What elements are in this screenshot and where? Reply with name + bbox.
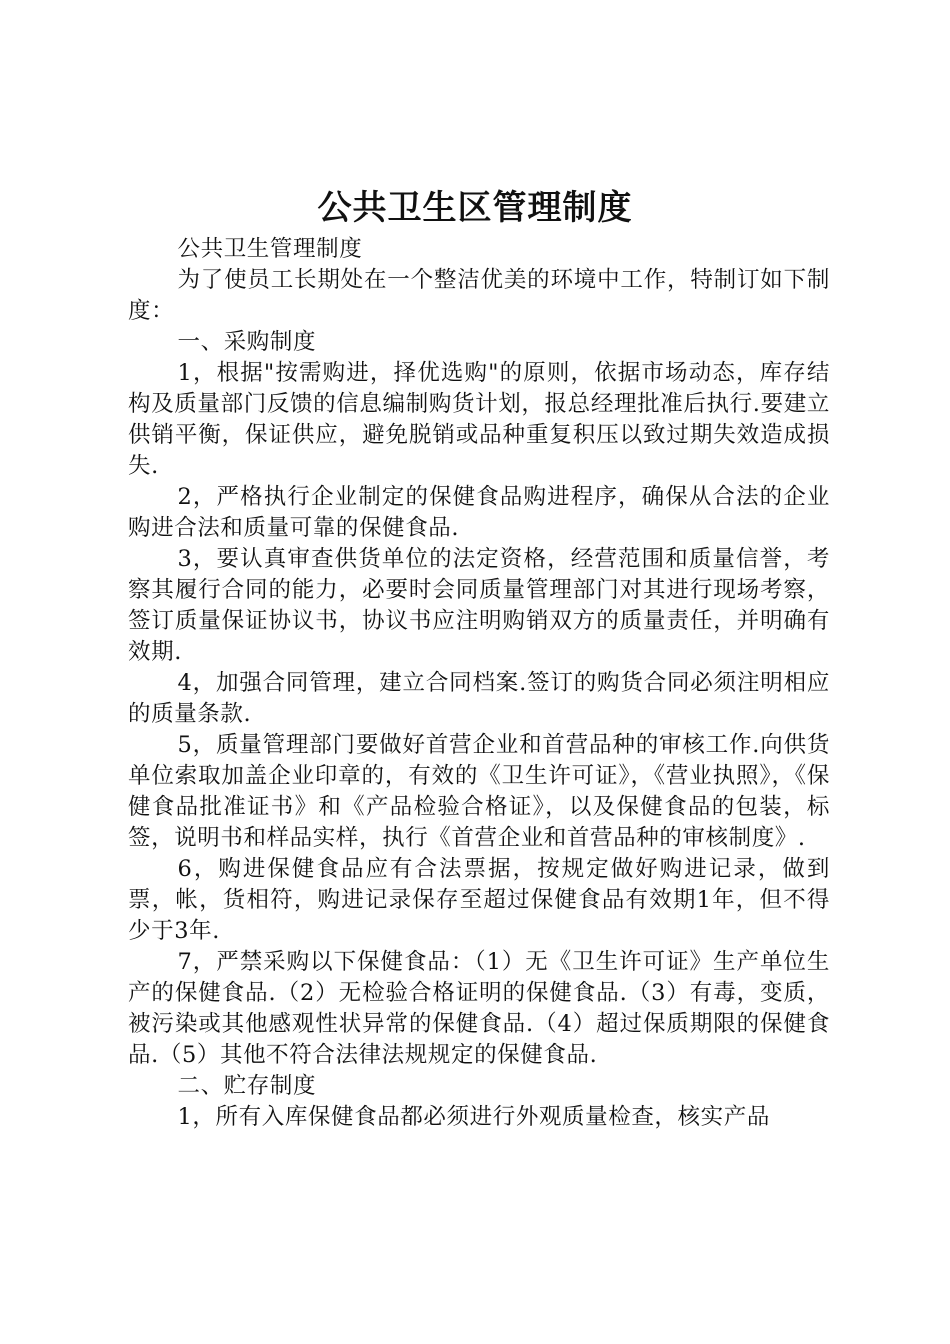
storage-item-1: 1，所有入库保健食品都必须进行外观质量检查，核实产品 [177, 1104, 770, 1130]
procurement-item-5: 5，质量管理部门要做好首营企业和首营品种的审核工作.向供货单位索取加盖企业印章的，有效的《卫生许可证》，《营业执照》，《保健食品批准证书》和《产品检验合格证》，以及保健食品的包装，标签，说明书和样品实样，执行《首营企业和首营品种的审核制度》. [128, 732, 830, 851]
document-body [128, 234, 830, 1133]
procurement-item-1: 1，根据"按需购进，择优选购"的原则，依据市场动态，库存结构及质量部门反馈的信息编制购货计划，报总经理批准后执行.要建立供销平衡，保证供应，避免脱销或品种重复积压以致过期失效造成损失. [128, 360, 830, 479]
subtitle-paragraph: 公共卫生管理制度 [177, 236, 363, 262]
procurement-item-4: 4，加强合同管理，建立合同档案.签订的购货合同必须注明相应的质量条款. [128, 670, 830, 727]
section-heading-procurement: 一、采购制度 [177, 329, 317, 355]
section-heading-storage: 二、贮存制度 [177, 1073, 317, 1099]
procurement-item-6: 6，购进保健食品应有合法票据，按规定做好购进记录，做到票，帐，货相符，购进记录保存至超过保健食品有效期1年，但不得少于3年. [128, 856, 830, 944]
procurement-item-7: 7，严禁采购以下保健食品：（1）无《卫生许可证》生产单位生产的保健食品.（2）无检验合格证明的保健食品.（3）有毒，变质，被污染或其他感观性状异常的保健食品.（4）超过保质期限的保健食品.（5）其他不符合法律法规规定的保健食品. [128, 949, 830, 1068]
document-title: 公共卫生区管理制度 [317, 188, 633, 228]
procurement-item-3: 3，要认真审查供货单位的法定资格，经营范围和质量信誉，考察其履行合同的能力，必要时会同质量管理部门对其进行现场考察，签订质量保证协议书，协议书应注明购销双方的质量责任，并明确有效期. [128, 546, 830, 665]
procurement-item-2: 2，严格执行企业制定的保健食品购进程序，确保从合法的企业购进合法和质量可靠的保健食品. [128, 484, 830, 541]
intro-paragraph: 为了使员工长期处在一个整洁优美的环境中工作，特制订如下制度： [128, 267, 830, 324]
